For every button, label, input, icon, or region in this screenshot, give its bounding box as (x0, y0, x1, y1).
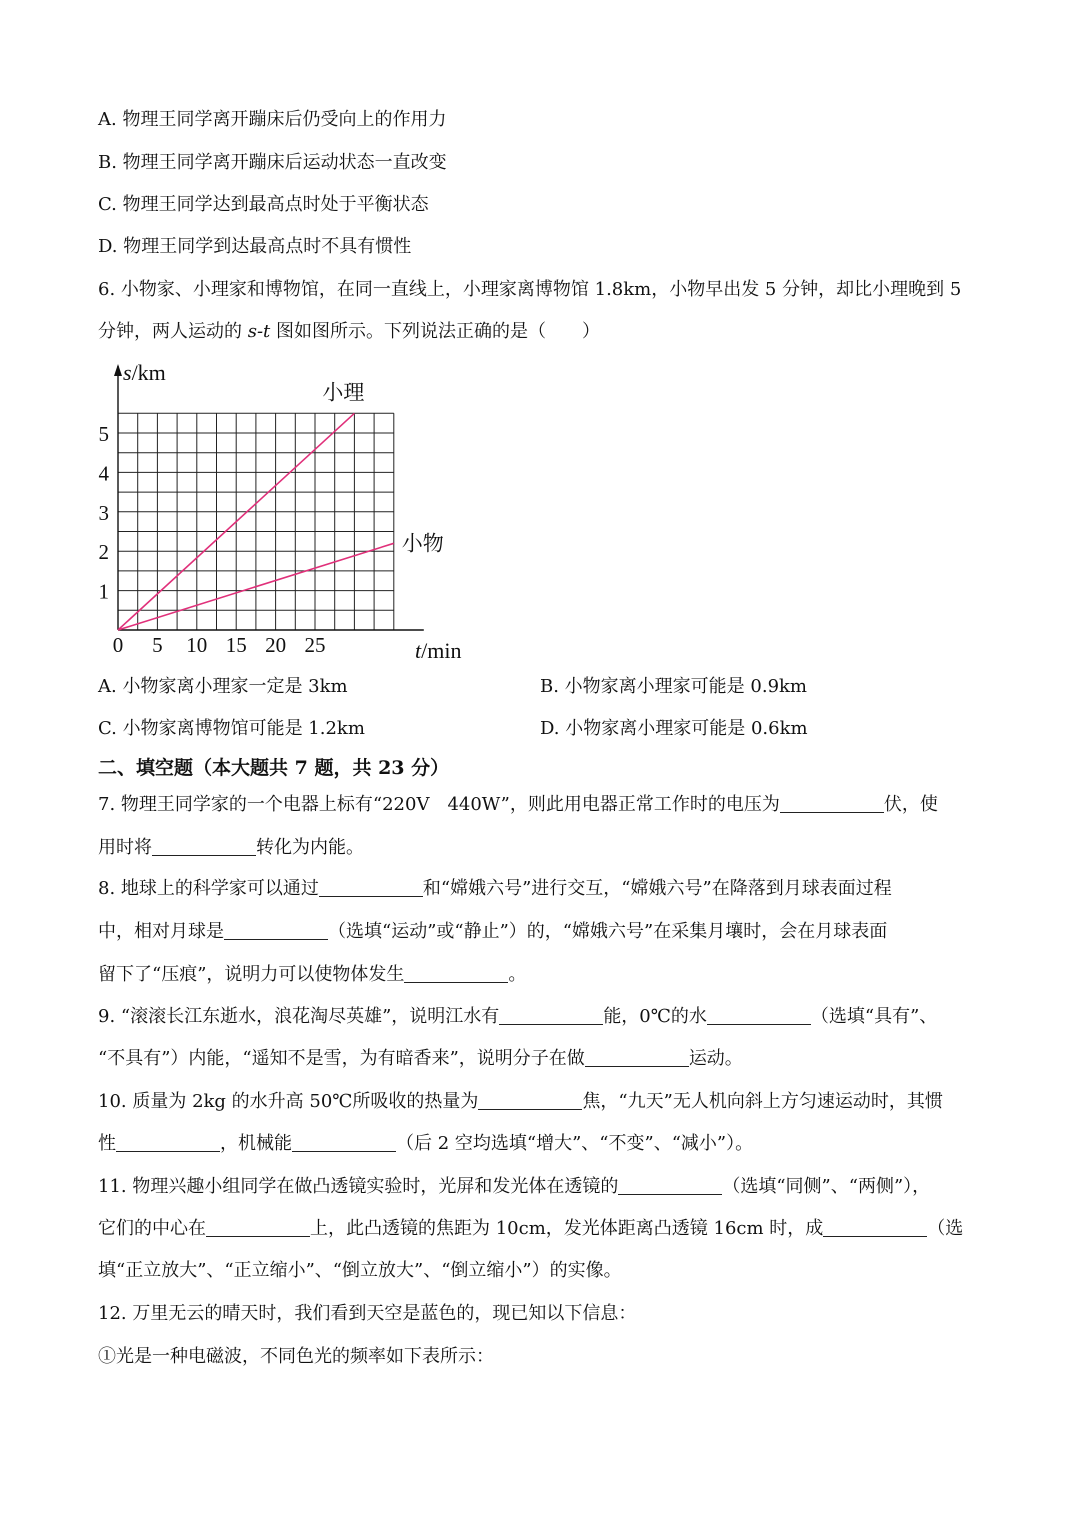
q11-line3: 填“正立放大”、“正立缩小”、“倒立放大”、“倒立缩小”）的实像。 (98, 1260, 622, 1281)
y-tick-label: 1 (98, 579, 109, 604)
q12-line1: 12. 万里无云的晴天时，我们看到天空是蓝色的，现已知以下信息： (98, 1303, 637, 1324)
y-axis-arrow (114, 364, 122, 376)
q6-option-d: D. 小物家离小理家可能是 0.6km (540, 718, 808, 739)
y-tick-label: 4 (98, 461, 109, 486)
q5-option-b: B. 物理王同学离开蹦床后运动状态一直改变 (98, 152, 447, 173)
q10-line1: 10. 质量为 2kg 的水升高 50℃所吸收的热量为 焦，“九天”无人机向斜上方匀速运动时，其惯 (98, 1091, 943, 1112)
q9-blank-1[interactable] (499, 1006, 603, 1025)
q8-line2: 中，相对月球是 （选填“运动”或“静止”）的，“嫦娥六号”在采集月壤时，会在月球表面 (98, 921, 888, 942)
q10-line2: 性 ，机械能 （后 2 空均选填“增大”、“不变”、“减小”）。 (98, 1133, 754, 1154)
chart-series (118, 380, 444, 630)
chart-grid (118, 413, 394, 630)
q8-line3: 留下了“压痕”，说明力可以使物体发生 。 (98, 964, 527, 985)
q6-stem-line1: 6. 小物家、小理家和博物馆，在同一直线上，小理家离博物馆 1.8km，小物早出发 5 分钟，却比小理晚到 5 (98, 279, 962, 300)
q5-option-c: C. 物理王同学达到最高点时处于平衡状态 (98, 194, 429, 215)
q5-option-d: D. 物理王同学到达最高点时不具有惯性 (98, 236, 412, 257)
q8-line1: 8. 地球上的科学家可以通过 和“嫦娥六号”进行交互，“嫦娥六号”在降落到月球表面过程 (98, 878, 892, 899)
chart-ticks (99, 422, 326, 657)
q9-blank-3[interactable] (585, 1048, 689, 1067)
q8-blank-2[interactable] (224, 921, 328, 940)
q11-line2: 它们的中心在 上，此凸透镜的焦距为 10cm，发光体距离凸透镜 16cm 时，成 （选 (98, 1218, 964, 1239)
series-label: 小理 (322, 380, 365, 405)
y-tick-label: 2 (98, 540, 109, 565)
q7-line2: 用时将 转化为内能。 (98, 837, 364, 858)
q8-blank-1[interactable] (319, 878, 423, 897)
q9-line2: “不具有”）内能，“遥知不是雪，为有暗香来”，说明分子在做 运动。 (98, 1048, 743, 1069)
q12-line2: ①光是一种电磁波，不同色光的频率如下表所示： (98, 1346, 494, 1367)
x-tick-label: 5 (152, 633, 163, 657)
x-tick-label: 0 (112, 633, 124, 657)
x-tick-label: 10 (186, 633, 208, 657)
y-tick-label: 3 (98, 500, 109, 525)
q11-line1: 11. 物理兴趣小组同学在做凸透镜实验时，光屏和发光体在透镜的 （选填“同侧”、“两侧”）， (98, 1176, 931, 1197)
y-tick-label: 5 (98, 422, 109, 446)
y-axis-label: s/km (123, 360, 166, 385)
x-tick-label: 20 (265, 633, 287, 657)
q7-line1: 7. 物理王同学家的一个电器上标有“220V 440W”，则此用电器正常工作时的电压为 伏，使 (98, 794, 938, 815)
q6-option-c: C. 小物家离博物馆可能是 1.2km (98, 718, 365, 739)
x-tick-label: 25 (304, 633, 326, 657)
x-tick-label: 15 (225, 633, 247, 657)
q5-option-a: A. 物理王同学离开蹦床后仍受向上的作用力 (98, 109, 447, 130)
q8-blank-3[interactable] (404, 964, 508, 983)
q11-blank-1[interactable] (618, 1176, 722, 1195)
q7-blank-2[interactable] (152, 837, 256, 856)
x-axis-label: t/min (415, 638, 462, 663)
q6-option-b: B. 小物家离小理家可能是 0.9km (540, 676, 807, 697)
q7-blank-1[interactable] (780, 794, 884, 813)
series-label: 小物 (401, 531, 444, 556)
q11-blank-2[interactable] (206, 1218, 310, 1237)
q9-line1: 9. “滚滚长江东逝水，浪花淘尽英雄”，说明江水有 能，0℃的水 （选填“具有”、 (98, 1006, 938, 1027)
q10-blank-3[interactable] (292, 1133, 396, 1152)
q11-blank-3[interactable] (823, 1218, 927, 1237)
q10-blank-2[interactable] (116, 1133, 220, 1152)
q9-blank-2[interactable] (707, 1006, 811, 1025)
q6-stem-line2: 分钟，两人运动的 s-t 图如图所示。下列说法正确的是（ ） (98, 321, 601, 342)
st-chart (95, 352, 475, 670)
section-2-title: 二、填空题（本大题共 7 题，共 23 分） (98, 757, 450, 779)
q6-option-a: A. 小物家离小理家一定是 3km (98, 676, 348, 697)
q10-blank-1[interactable] (478, 1091, 582, 1110)
